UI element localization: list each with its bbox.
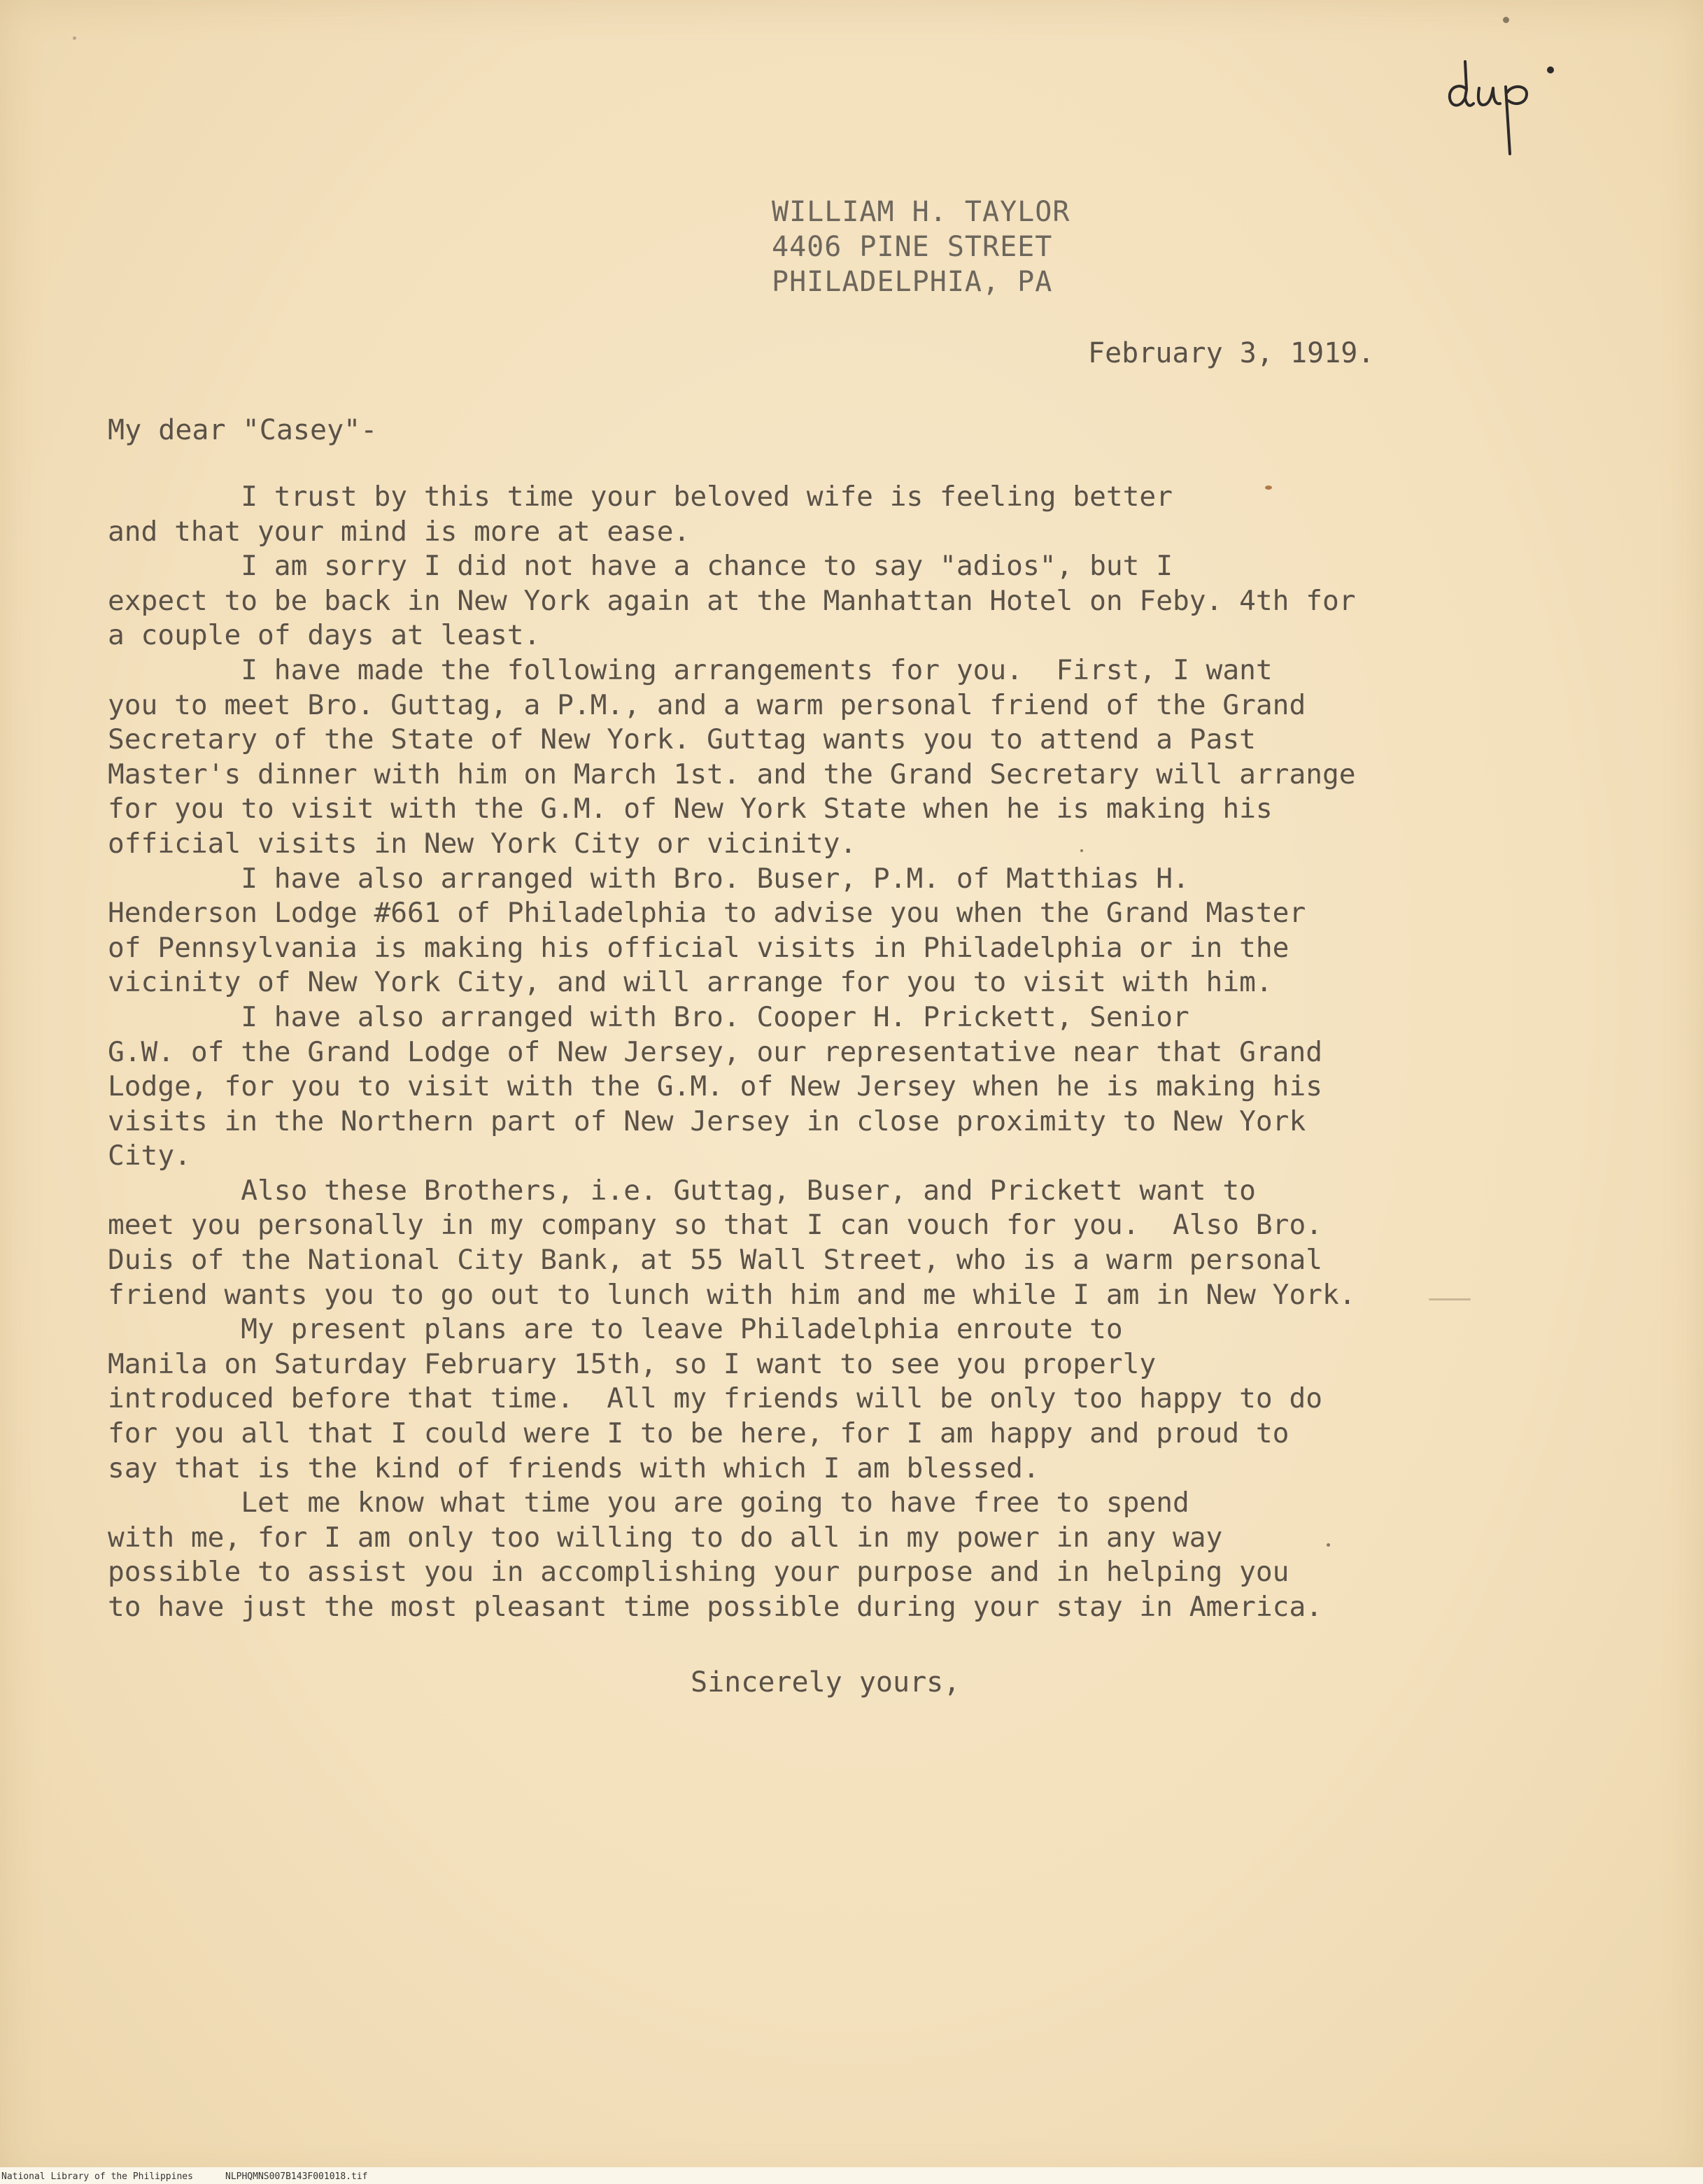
sender-street: 4406 PINE STREET	[772, 231, 1053, 263]
body-line: meet you personally in my company so that I can vouch for you. Also Bro.	[108, 1209, 1323, 1242]
body-line: to have just the most pleasant time possible during your stay in America.	[108, 1591, 1323, 1623]
body-line: I have made the following arrangements for you. First, I want	[108, 653, 1273, 686]
body-line: possible to assist you in accomplishing your purpose and in helping you	[108, 1556, 1289, 1589]
body-line: I am sorry I did not have a chance to say "adios", but I	[108, 550, 1173, 583]
body-line: a couple of days at least.	[108, 619, 541, 652]
sender-name: WILLIAM H. TAYLOR	[772, 196, 1070, 228]
paper-speck	[1429, 1298, 1471, 1300]
letter-body	[108, 480, 1356, 1625]
body-line: Manila on Saturday February 15th, so I want to see you properly	[108, 1347, 1157, 1380]
body-line: for you all that I could were I to be here, for I am happy and proud to	[108, 1417, 1289, 1450]
body-line: City.	[108, 1140, 191, 1172]
body-line: G.W. of the Grand Lodge of New Jersey, our representative near that Grand	[108, 1035, 1323, 1068]
salutation: My dear "Casey"-	[108, 414, 378, 446]
body-line: vicinity of New York City, and will arrange for you to visit with him.	[108, 966, 1273, 999]
paper-speck	[1503, 17, 1509, 23]
body-line: of Pennsylvania is making his official visits in Philadelphia or in the	[108, 931, 1289, 964]
body-line: with me, for I am only too willing to do all in my power in any way	[108, 1521, 1223, 1554]
body-line: expect to be back in New York again at the Manhattan Hotel on Feby. 4th for	[108, 584, 1356, 617]
body-line: visits in the Northern part of New Jersey in close proximity to New York	[108, 1105, 1306, 1137]
body-line: you to meet Bro. Guttag, a P.M., and a warm personal friend of the Grand	[108, 688, 1306, 721]
handwritten-dup-annotation	[1440, 49, 1566, 168]
body-line: Also these Brothers, i.e. Guttag, Buser, and Prickett want to	[108, 1174, 1256, 1207]
paper-speck	[73, 36, 76, 40]
footer-institution: National Library of the Philippines	[1, 2171, 193, 2182]
body-line: for you to visit with the G.M. of New York State when he is making his	[108, 793, 1273, 825]
body-line: I have also arranged with Bro. Buser, P.M. of Matthias H.	[108, 862, 1189, 895]
body-line: introduced before that time. All my friends will be only too happy to do	[108, 1382, 1323, 1415]
paper-speck	[1265, 485, 1272, 490]
body-line: Lodge, for you to visit with the G.M. of New Jersey when he is making his	[108, 1070, 1323, 1103]
body-line: Secretary of the State of New York. Guttag wants you to attend a Past	[108, 723, 1256, 756]
paper-speck	[1080, 849, 1083, 852]
body-line: and that your mind is more at ease.	[108, 515, 691, 548]
body-line: I trust by this time your beloved wife is feeling better	[108, 481, 1173, 513]
letterhead	[772, 194, 1070, 299]
body-line: I have also arranged with Bro. Cooper H. Prickett, Senior	[108, 1000, 1189, 1033]
letter-date: February 3, 1919.	[1088, 337, 1375, 369]
paper-speck	[1327, 1543, 1330, 1547]
body-line: Let me know what time you are going to have free to spend	[108, 1487, 1189, 1519]
body-line: say that is the kind of friends with which I am blessed.	[108, 1452, 1040, 1484]
sender-city: PHILADELPHIA, PA	[772, 266, 1053, 298]
body-line: Master's dinner with him on March 1st. and the Grand Secretary will arrange	[108, 758, 1356, 790]
body-line: friend wants you to go out to lunch with him and me while I am in New York.	[108, 1278, 1356, 1311]
closing: Sincerely yours,	[691, 1666, 961, 1699]
body-line: My present plans are to leave Philadelphia enroute to	[108, 1313, 1123, 1346]
body-line: Duis of the National City Bank, at 55 Wall Street, who is a warm personal	[108, 1244, 1323, 1277]
body-line: official visits in New York City or vicinity.	[108, 827, 857, 860]
body-line: Henderson Lodge #661 of Philadelphia to advise you when the Grand Master	[108, 897, 1306, 930]
footer-file-id: NLPHQMNS007B143F001018.tif	[225, 2171, 368, 2182]
